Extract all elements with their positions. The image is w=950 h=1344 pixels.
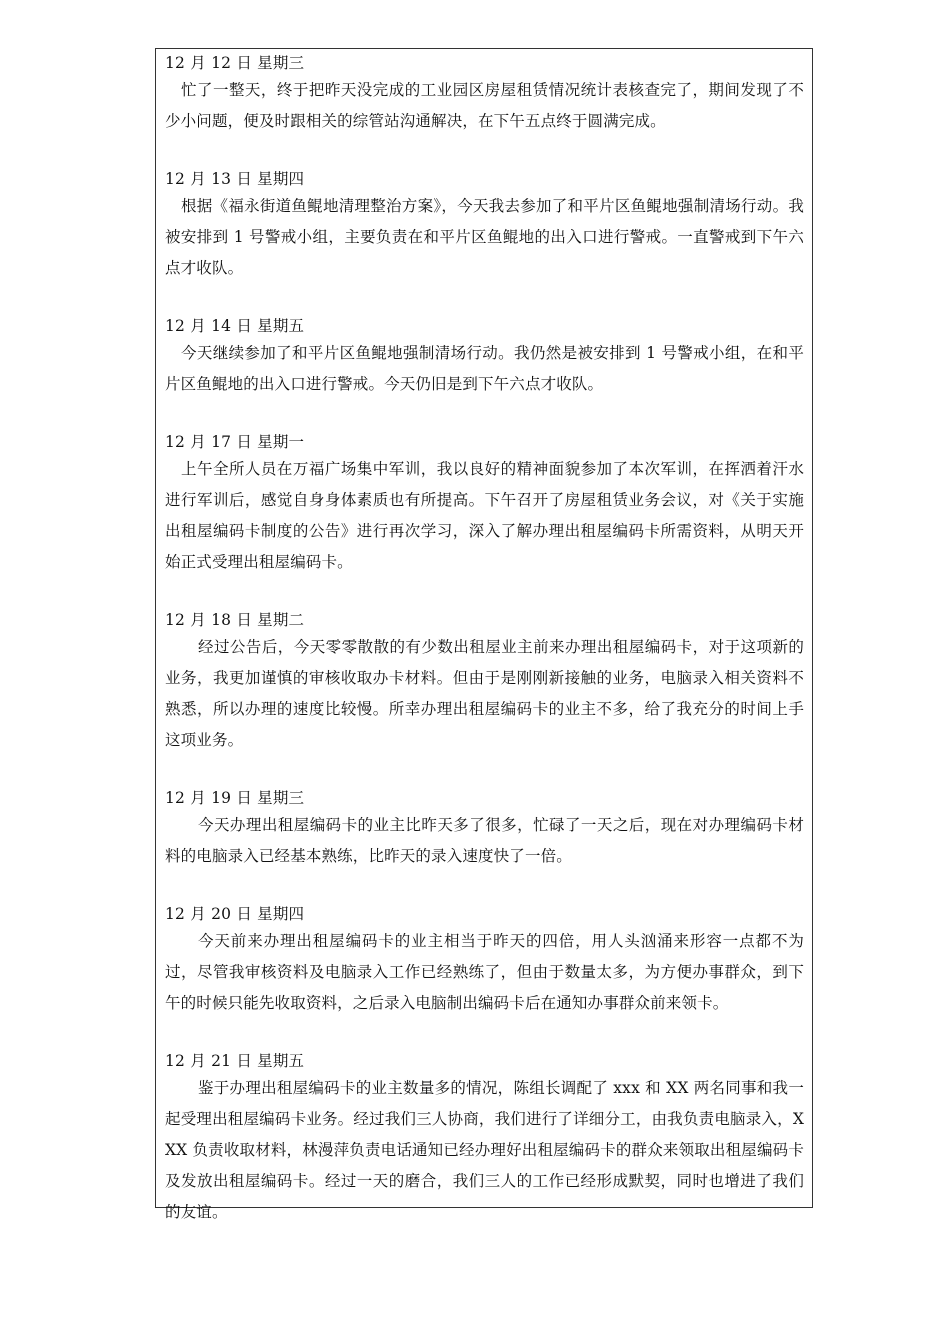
entry-text: 上午全所人员在万福广场集中军训，我以良好的精神面貌参加了本次军训，在挥洒着汗水进行军训后，感觉自身身体素质也有所提高。下午召开了房屋租赁业务会议，对《关于实施出租屋编码卡制度的公告》进行再次学习，深入了解办理出租屋编码卡所需资料，从明天开始正式受理出租屋编码卡。 (165, 460, 804, 571)
diary-entry (165, 902, 804, 1019)
diary-entry (165, 786, 804, 872)
entry-date: 12 月 12 日 星期三 (165, 54, 305, 72)
entry-date: 12 月 14 日 星期五 (165, 317, 305, 335)
diary-entry (165, 430, 804, 578)
entry-date: 12 月 18 日 星期二 (165, 611, 305, 629)
entry-text: 鉴于办理出租屋编码卡的业主数量多的情况，陈组长调配了 xxx 和 XX 两名同事和我一起受理出租屋编码卡业务。经过我们三人协商，我们进行了详细分工，由我负责电脑录入，XXX 负责收取材料，林漫萍负责电话通知已经办理好出租屋编码卡的群众来领取出租屋编码卡及发放出租屋编码卡。经过一天的磨合，我们三人的工作已经形成默契，同时也增进了我们的友谊。 (165, 1079, 804, 1221)
entry-date: 12 月 19 日 星期三 (165, 789, 305, 807)
entry-date: 12 月 17 日 星期一 (165, 433, 305, 451)
diary-entry (165, 51, 804, 137)
entry-text: 忙了一整天，终于把昨天没完成的工业园区房屋租赁情况统计表核查完了，期间发现了不少小问题，便及时跟相关的综管站沟通解决，在下午五点终于圆满完成。 (165, 81, 804, 130)
diary-entry (165, 1049, 804, 1228)
entry-text: 经过公告后，今天零零散散的有少数出租屋业主前来办理出租屋编码卡，对于这项新的业务，我更加谨慎的审核收取办卡材料。但由于是刚刚新接触的业务，电脑录入相关资料不熟悉，所以办理的速度比较慢。所幸办理出租屋编码卡的业主不多，给了我充分的时间上手这项业务。 (165, 638, 804, 749)
diary-entry (165, 608, 804, 756)
entry-text: 今天继续参加了和平片区鱼鲲地强制清场行动。我仍然是被安排到 1 号警戒小组，在和平片区鱼鲲地的出入口进行警戒。今天仍旧是到下午六点才收队。 (165, 344, 804, 393)
diary-entry (165, 314, 804, 400)
entry-text: 根据《福永街道鱼鲲地清理整治方案》，今天我去参加了和平片区鱼鲲地强制清场行动。我被安排到 1 号警戒小组，主要负责在和平片区鱼鲲地的出入口进行警戒。一直警戒到下午六点才收队。 (165, 197, 804, 277)
diary-table-cell (155, 48, 813, 1221)
entry-date: 12 月 13 日 星期四 (165, 170, 305, 188)
entry-text: 今天办理出租屋编码卡的业主比昨天多了很多，忙碌了一天之后，现在对办理编码卡材料的电脑录入已经基本熟练，比昨天的录入速度快了一倍。 (165, 816, 804, 865)
diary-entry (165, 167, 804, 284)
entry-date: 12 月 20 日 星期四 (165, 905, 305, 923)
entry-date: 12 月 21 日 星期五 (165, 1052, 305, 1070)
entry-text: 今天前来办理出租屋编码卡的业主相当于昨天的四倍，用人头汹涌来形容一点都不为过，尽管我审核资料及电脑录入工作已经熟练了，但由于数量太多，为方便办事群众，到下午的时候只能先收取资料，之后录入电脑制出编码卡后在通知办事群众前来领卡。 (165, 932, 804, 1012)
